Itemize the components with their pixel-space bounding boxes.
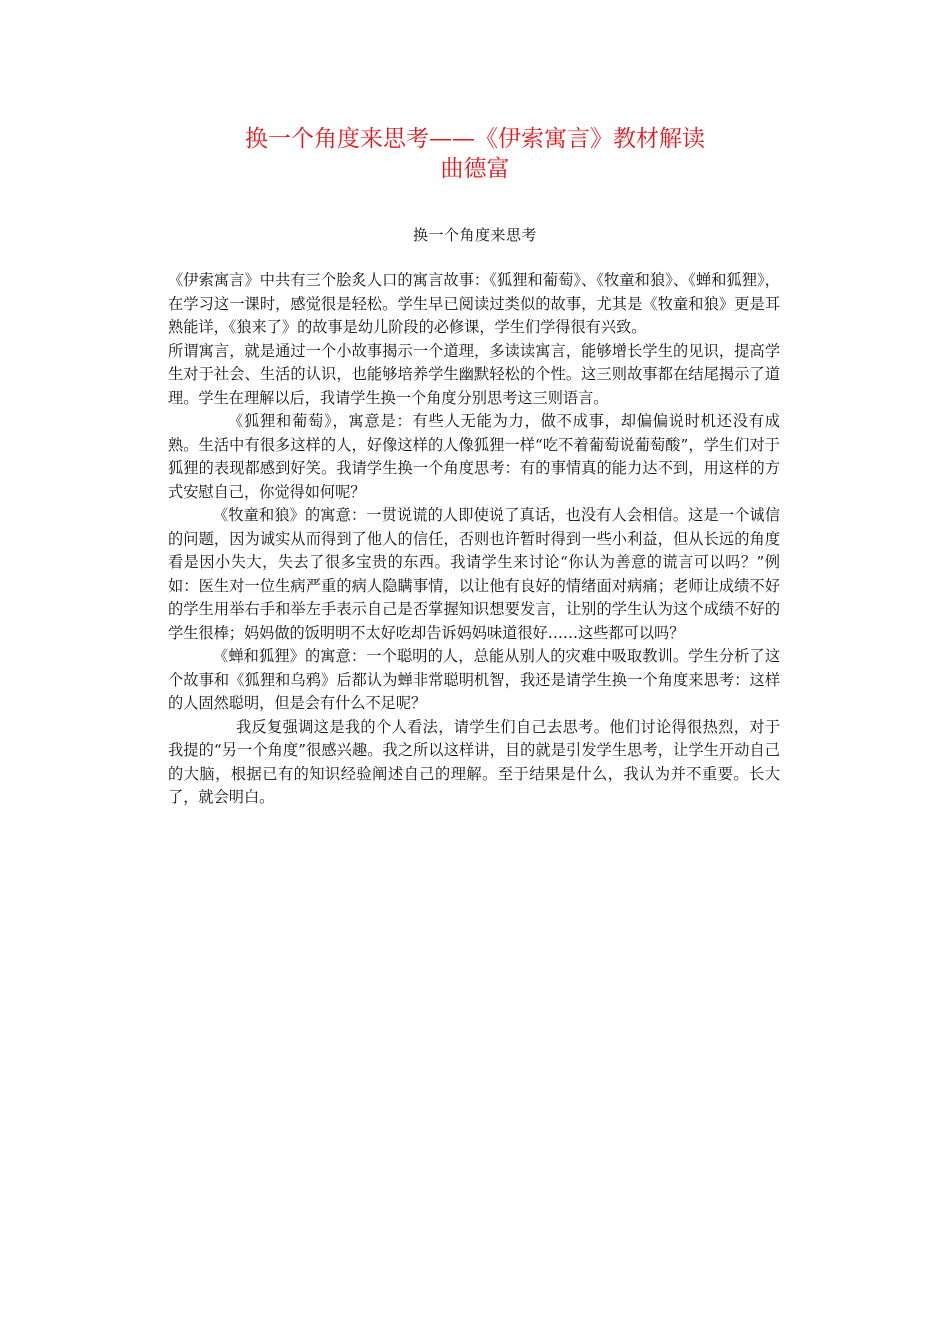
document-author: 曲德富 bbox=[440, 156, 510, 182]
document-title: 换一个角度来思考——《伊索寓言》教材解读 bbox=[245, 126, 705, 152]
paragraph-shepherd-wolf: 《牧童和狼》的寓意：一贯说谎的人即使说了真话，也没有人会相信。这是一个诚信的问题，因为诚实从而得到了他人的信任，否则也许暂时得到一些小利益，但从长远的角度看是因小失大，失去了很多宝贵的东西。我请学生来讨论“你认为善意的谎言可以吗？”例如：医生对一位生病严重的病人隐瞒事情，以让他有良好的情绪面对病痛；老师让成绩不好的学生用举右手和举左手表示自己是否掌握知识想要发言，让别的学生认为这个成绩不好的学生很棒；妈妈做的饭明明不太好吃却告诉妈妈味道很好……这些都可以吗？ bbox=[168, 506, 780, 642]
paragraph-fox-grapes: 《狐狸和葡萄》，寓意是：有些人无能为力，做不成事，却偏偏说时机还没有成熟。生活中有很多这样的人，好像这样的人像狐狸一样“吃不着葡萄说葡萄酸”，学生们对于狐狸的表现都感到好笑。我请学生换一个角度思考：有的事情真的能力达不到，用这样的方式安慰自己，你觉得如何呢？ bbox=[168, 412, 780, 501]
paragraph-cicada-fox: 《蝉和狐狸》的寓意：一个聪明的人，总能从别人的灾难中吸取教训。学生分析了这个故事和《狐狸和乌鸦》后都认为蝉非常聪明机智，我还是请学生换一个角度来思考：这样的人固然聪明，但是会有什么不足呢？ bbox=[168, 647, 780, 712]
document-body bbox=[168, 269, 780, 810]
section-heading: 换一个角度来思考 bbox=[412, 226, 537, 244]
document-header bbox=[0, 124, 950, 184]
paragraph-definition: 所谓寓言，就是通过一个小故事揭示一个道理，多读读寓言，能够增长学生的见识，提高学生对于社会、生活的认识，也能够培养学生幽默轻松的个性。这三则故事都在结尾揭示了道理。学生在理解以后，我请学生换一个角度分别思考这三则语言。 bbox=[168, 341, 780, 407]
paragraph-conclusion: 我反复强调这是我的个人看法，请学生们自己去思考。他们讨论得很热烈，对于我提的“另一个角度”很感兴趣。我之所以这样讲，目的就是引发学生思考，让学生开动自己的大脑，根据已有的知识经验阐述自己的理解。至于结果是什么，我认为并不重要。长大了，就会明白。 bbox=[168, 717, 780, 806]
paragraph-intro: 《伊索寓言》中共有三个脍炙人口的寓言故事：《狐狸和葡萄》、《牧童和狼》、《蝉和狐狸》，在学习这一课时，感觉很是轻松。学生早已阅读过类似的故事，尤其是《牧童和狼》更是耳熟能详，《狼来了》的故事是幼儿阶段的必修课，学生们学得很有兴致。 bbox=[168, 271, 780, 336]
